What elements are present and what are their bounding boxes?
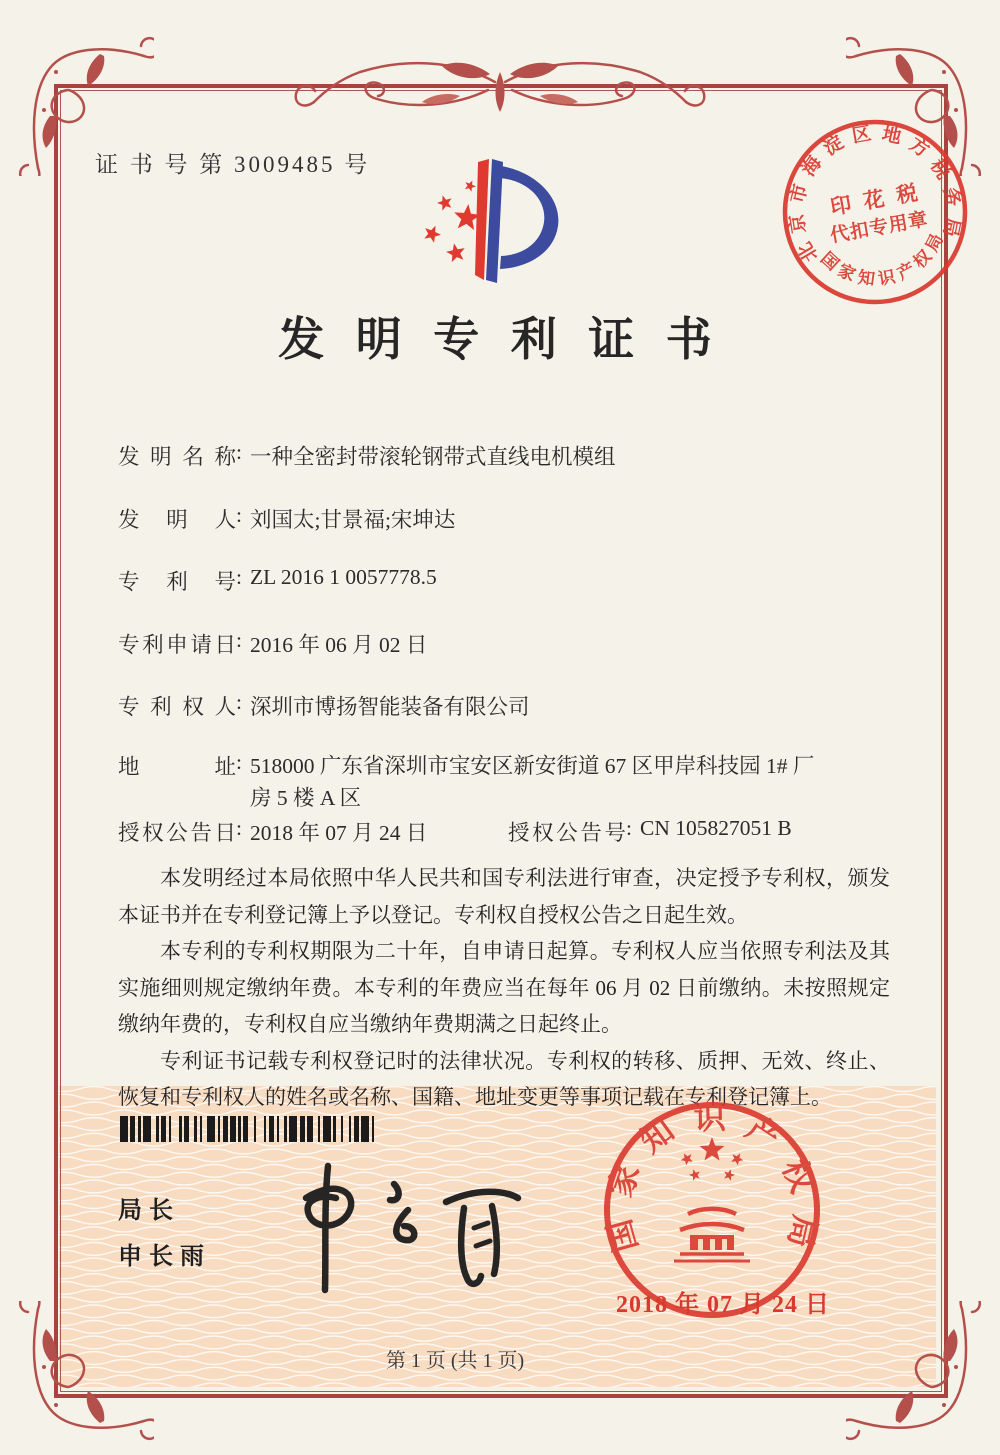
director-title: 局长 (118, 1197, 180, 1224)
field-value: 一种全密封带滚轮钢带式直线电机模组 (249, 445, 616, 469)
logo-p-bowl (499, 166, 558, 269)
tax-stamp-line2: 代扣专用章 (828, 209, 929, 247)
grant-number-value: CN 105827051 B (639, 816, 792, 840)
logo-red-wedge (475, 159, 489, 280)
seal-date: 2018 年 07 月 24 日 (616, 1292, 830, 1318)
field-colon: : (626, 816, 632, 840)
field-row-filing-date (118, 628, 890, 659)
field-label: 发明人 (118, 508, 236, 532)
tax-stamp-seal (759, 96, 991, 328)
legal-text (118, 860, 890, 1116)
field-colon: : (236, 565, 242, 589)
field-label: 授权公告日 (118, 821, 236, 845)
barcode-bar (323, 1116, 331, 1142)
field-value: 518000 广东省深圳市宝安区新安街道 67 区甲岸科技园 1# 厂房 5 楼 A 区 (249, 754, 815, 810)
field-row-address (118, 750, 890, 814)
field-colon: : (236, 690, 242, 714)
paragraph: 本专利的专利权期限为二十年，自申请日起算。专利权人应当依照专利法及其实施细则规定缴纳年费。本专利的年费应当在每年 06 月 02 日前缴纳。未按照规定缴纳年费的，专利权自应当缴纳年费期满之日起终止。 (118, 939, 890, 1036)
field-row-patentee (118, 690, 890, 721)
svg-text:国家知识产权局 (601, 1099, 824, 1256)
field-value: 深圳市博扬智能装备有限公司 (249, 695, 530, 719)
director-signature (268, 1150, 528, 1300)
tax-stamp-line1: 印花税 (828, 180, 920, 220)
field-colon: : (236, 816, 242, 840)
barcode-bar (256, 1116, 264, 1142)
barcode-bar (361, 1116, 369, 1142)
paragraph: 专利证书记载专利权登记时的法律状况。专利权的转移、质押、无效、终止、恢复和专利权人的姓名或名称、国籍、地址变更等事项记载在专利登记簿上。 (118, 1048, 890, 1109)
field-value: 2016 年 06 月 02 日 (249, 633, 428, 657)
field-colon: : (236, 628, 242, 652)
cnipa-logo (412, 156, 602, 311)
barcode-bar (374, 1116, 379, 1142)
field-colon: : (236, 750, 242, 774)
barcode-bar (171, 1116, 179, 1142)
grant-number-group (508, 816, 792, 847)
field-label: 地址 (118, 755, 236, 779)
cnipa-seal-arc-text: 国家知识产权局 (600, 1099, 824, 1257)
field-label: 发明名称 (118, 445, 236, 469)
paragraph: 本发明经过本局依照中华人民共和国专利法进行审查，决定授予专利权，颁发本证书并在专利登记簿上予以登记。专利权自授权公告之日起生效。 (118, 866, 890, 927)
field-colon: : (236, 503, 242, 527)
field-row-grant-date (118, 816, 890, 847)
barcode-bar (207, 1116, 215, 1142)
field-value: ZL 2016 1 0057778.5 (249, 565, 437, 589)
barcode-bar (289, 1116, 297, 1142)
field-row-inventors (118, 503, 890, 534)
barcode (120, 1116, 380, 1142)
national-emblem-icon (674, 1137, 750, 1261)
certificate-number: 证 书 号 第 3009485 号 (95, 152, 371, 177)
field-row-invention-title (118, 440, 890, 471)
field-value: 刘国太;甘景福;宋坤达 (249, 508, 456, 532)
logo-stars-icon (424, 181, 480, 263)
tax-stamp-top-arc-text: 北京市海淀区地方税务局 (786, 123, 964, 266)
grant-number-label: 授权公告号 (508, 821, 626, 845)
page-title: 发 明 专 利 证 书 (278, 314, 722, 365)
field-colon: : (236, 440, 242, 464)
tax-stamp-bottom-arc-text: 国家知识产权局 (817, 230, 947, 289)
director-name: 申长雨 (118, 1243, 211, 1270)
barcode-bar (143, 1116, 151, 1142)
field-label: 专利权人 (118, 695, 236, 719)
page-footer: 第 1 页 (共 1 页) (385, 1350, 525, 1372)
field-value: 2018 年 07 月 24 日 (249, 821, 428, 845)
barcode-bar (120, 1116, 128, 1142)
field-row-patent-number (118, 565, 890, 596)
field-label: 专利号 (118, 570, 236, 594)
field-label: 专利申请日 (118, 633, 236, 657)
